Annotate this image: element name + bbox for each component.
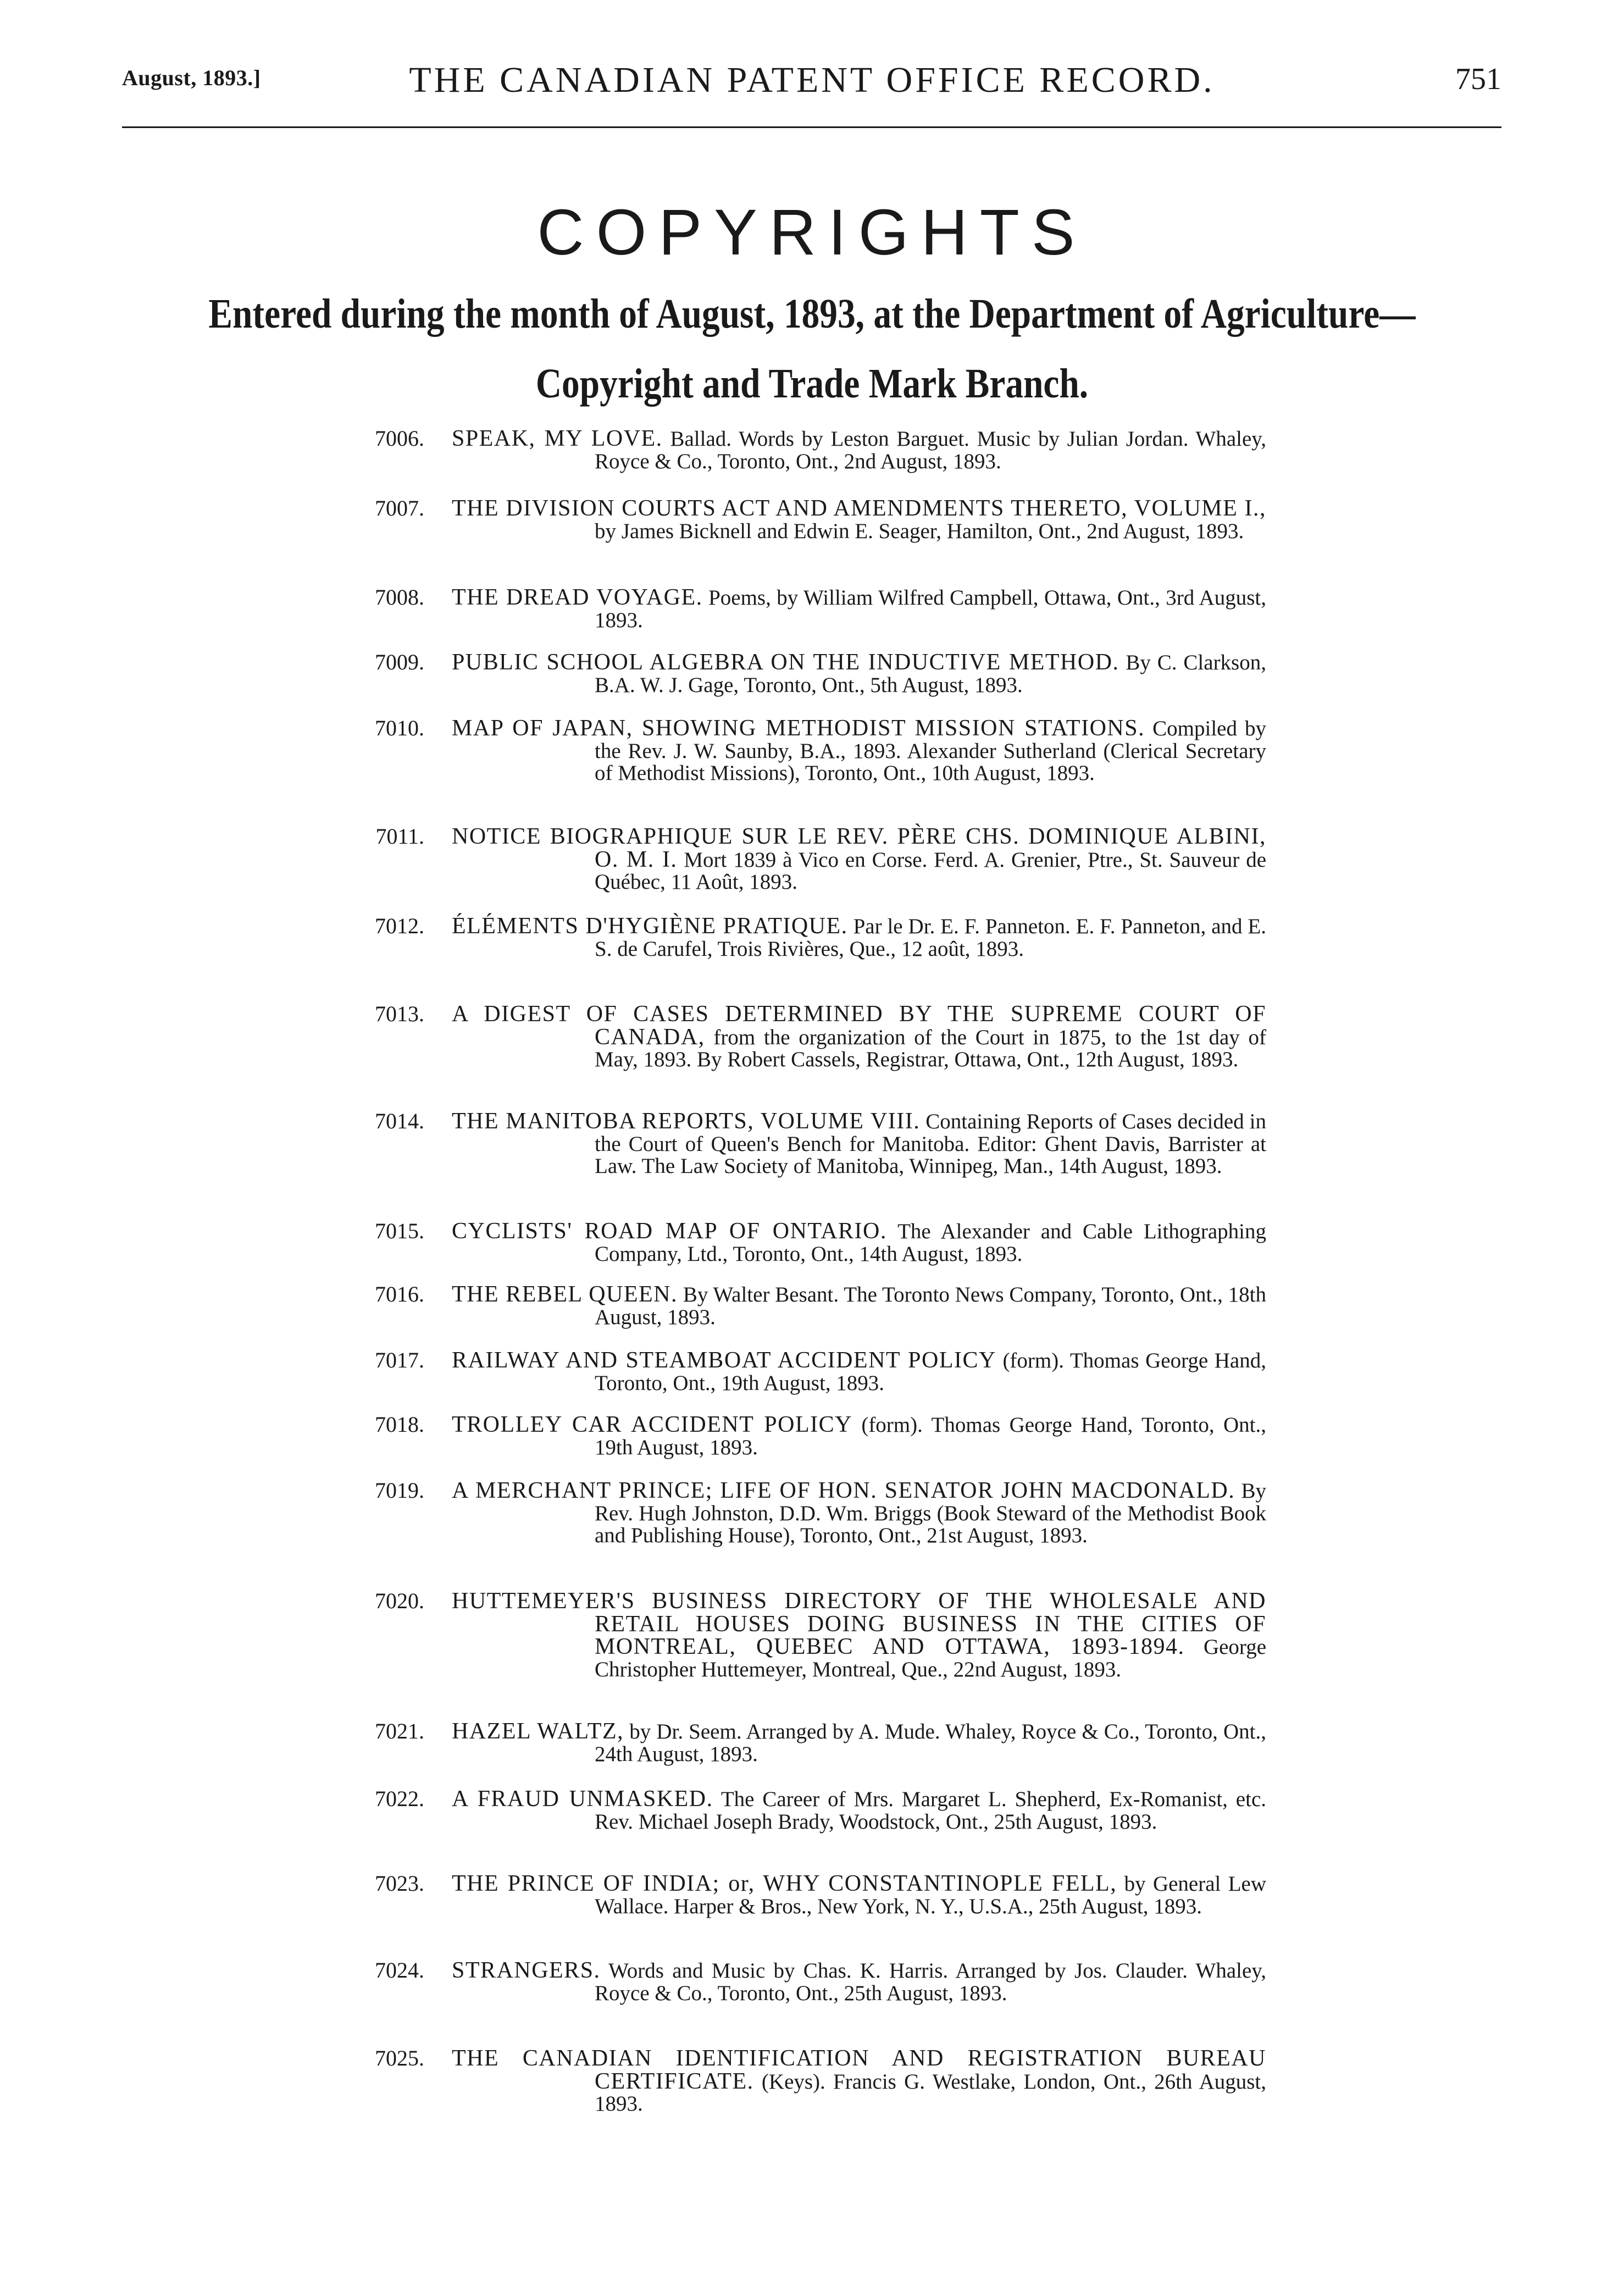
entry-body: By Walter Besant. The Toronto News Company, Toronto, Ont., 18th August, 1893. [595,1283,1267,1329]
entry-body: The Alexander and Cable Lithographing Company, Ltd., Toronto, Ont., 14th August, 1893. [595,1220,1266,1266]
entry-heading: HUTTEMEYER'S BUSINESS DIRECTORY OF THE WHOLESALE AND RETAIL HOUSES DOING BUSINESS IN THE CITIES OF MONTREAL, QUEBEC AND OTTAWA, 1893-1894. [452,1588,1266,1659]
entry-heading: RAILWAY AND STEAMBOAT ACCIDENT POLICY [452,1348,996,1373]
entry-heading: MAP OF JAPAN, SHOWING METHODIST MISSION STATIONS. [452,716,1145,741]
entry-body: By C. Clarkson, B.A. W. J. Gage, Toronto, Ont., 5th August, 1893. [595,651,1266,697]
entry-heading: THE CANADIAN IDENTIFICATION AND REGISTRATION BUREAU CERTIFICATE. [452,2046,1266,2094]
entry-heading: HAZEL WALTZ, [452,1719,624,1744]
entry-body: from the organization of the Court in 1875, to the 1st day of May, 1893. By Robert Cassels, Registrar, Ottawa, Ont., 12th August, 1893. [595,1025,1266,1071]
entry-text [452,497,1266,542]
entry-number: 7012. [375,913,424,938]
entry-body: Compiled by the Rev. J. W. Saunby, B.A., 1893. Alexander Sutherland (Clerical Secretary of Methodist Missions), Toronto, Ont., 10th August, 1893. [595,717,1267,785]
entry-text [452,2047,1266,2116]
entry-body: Mort 1839 à Vico en Corse. Ferd. A. Grenier, Ptre., St. Sauveur de Québec, 11 Août, 1893. [595,848,1267,894]
entry-number: 7025. [375,2046,424,2070]
section-subtitle-line-2: Copyright and Trade Mark Branch. [535,361,1089,407]
entry-number: 7019. [375,1478,424,1503]
entry-text [452,1788,1266,1833]
entry-body: (Keys). Francis G. Westlake, London, Ont., 26th August, 1893. [595,2069,1267,2116]
entry-number: 7011. [375,824,424,849]
entry-heading: SPEAK, MY LOVE. [452,426,663,451]
entry-text [452,651,1266,696]
entry-heading: PUBLIC SCHOOL ALGEBRA ON THE INDUCTIVE METHOD. [452,650,1119,675]
entry-body: George Christopher Huttemeyer, Montreal, Que., 22nd August, 1893. [595,1635,1267,1681]
entry-number: 7020. [375,1588,424,1613]
entry-text [452,1414,1266,1459]
entry-body: Par le Dr. E. F. Panneton. E. F. Panneton, and E. S. de Carufel, Trois Rivières, Que., 12 août, 1893. [595,915,1267,961]
entry-body: Words and Music by Chas. K. Harris. Arranged by Jos. Clauder. Whaley, Royce & Co., Toronto, Ont., 25th August, 1893. [595,1959,1266,2005]
entry-text [452,826,1266,894]
entry-text [452,1959,1266,2005]
entry-body: (form). Thomas George Hand, Toronto, Ont., 19th August, 1893. [595,1413,1266,1459]
entry-heading: A MERCHANT PRINCE; LIFE OF HON. SENATOR JOHN MACDONALD. [452,1478,1235,1503]
entry-body: Ballad. Words by Leston Barguet. Music by Julian Jordan. Whaley, Royce & Co., Toronto, Ont., 2nd August, 1893. [595,427,1266,473]
entry-text [452,1003,1266,1071]
entry-text [452,717,1266,785]
entry-text [452,586,1266,632]
entry-heading: THE REBEL QUEEN. [452,1282,678,1307]
entry-heading: THE MANITOBA REPORTS, VOLUME VIII. [452,1109,921,1134]
entry-text [452,1720,1266,1765]
entry-text [452,1349,1266,1394]
entry-number: 7018. [375,1412,424,1437]
entry-number: 7024. [375,1958,424,1983]
entry-heading: ÉLÉMENTS D'HYGIÈNE PRATIQUE. [452,913,848,939]
entry-text [452,1283,1266,1328]
entry-body: (form). Thomas George Hand, Toronto, Ont., 19th August, 1893. [595,1349,1266,1395]
entry-number: 7023. [375,1871,424,1896]
entry-body: by Dr. Seem. Arranged by A. Mude. Whaley, Royce & Co., Toronto, Ont., 24th August, 1893. [595,1720,1266,1766]
entry-heading: CYCLISTS' ROAD MAP OF ONTARIO. [452,1219,887,1244]
entry-body: by General Lew Wallace. Harper & Bros., New York, N. Y., U.S.A., 25th August, 1893. [595,1872,1267,1918]
entry-number: 7022. [375,1786,424,1811]
entry-number: 7017. [375,1348,424,1372]
entry-number: 7008. [375,585,424,610]
entry-number: 7006. [375,426,424,451]
entry-text [452,1590,1266,1681]
entry-body: The Career of Mrs. Margaret L. Shepherd, Ex-Romanist, etc. Rev. Michael Joseph Brady, Woodstock, Ont., 25th August, 1893. [595,1787,1267,1834]
entry-text [452,1220,1266,1265]
entry-text [452,428,1266,473]
entry-heading: THE DIVISION COURTS ACT AND AMENDMENTS THERETO, VOLUME I., [452,496,1266,521]
entry-heading: A DIGEST OF CASES DETERMINED BY THE SUPREME COURT OF CANADA, [452,1001,1266,1050]
entry-number: 7016. [375,1282,424,1306]
page-number: 751 [1455,62,1501,96]
section-subtitle-line-1: Entered during the month of August, 1893, at the Department of Agriculture— [208,291,1416,337]
entry-text [452,915,1266,960]
entry-heading: THE DREAD VOYAGE. [452,585,703,610]
entry-number: 7015. [375,1219,424,1243]
journal-title: THE CANADIAN PATENT OFFICE RECORD. [409,60,1215,100]
entry-number: 7007. [375,496,424,521]
entry-body: Poems, by William Wilfred Campbell, Ottawa, Ont., 3rd August, 1893. [595,586,1266,632]
entry-number: 7009. [375,650,424,674]
section-title: COPYRIGHTS [537,196,1087,269]
entry-number: 7021. [375,1719,424,1743]
entry-number: 7013. [375,1001,424,1026]
issue-date: August, 1893.] [122,65,261,90]
entry-text [452,1110,1266,1178]
entry-heading: THE PRINCE OF INDIA; or, WHY CONSTANTINOPLE FELL, [452,1871,1117,1896]
entry-text [452,1480,1266,1547]
entry-heading: TROLLEY CAR ACCIDENT POLICY [452,1412,852,1437]
entry-heading: A FRAUD UNMASKED. [452,1786,713,1812]
entry-body: by James Bicknell and Edwin E. Seager, Hamilton, Ont., 2nd August, 1893. [595,519,1244,543]
entry-body: Containing Reports of Cases decided in the Court of Queen's Bench for Manitoba. Editor: Ghent Davis, Barrister at Law. The Law Society of Manitoba, Winnipeg, Man., 14th August, 1893. [595,1110,1267,1178]
entry-text [452,1873,1266,1918]
entry-number: 7014. [375,1109,424,1133]
entry-heading: STRANGERS. [452,1958,601,1983]
entry-body: By Rev. Hugh Johnston, D.D. Wm. Briggs (Book Steward of the Methodist Book and Publishing House), Toronto, Ont., 21st August, 1893. [595,1479,1266,1547]
entry-heading: NOTICE BIOGRAPHIQUE SUR LE REV. PÈRE CHS. DOMINIQUE ALBINI, O. M. I. [452,824,1266,872]
entry-number: 7010. [375,716,424,740]
